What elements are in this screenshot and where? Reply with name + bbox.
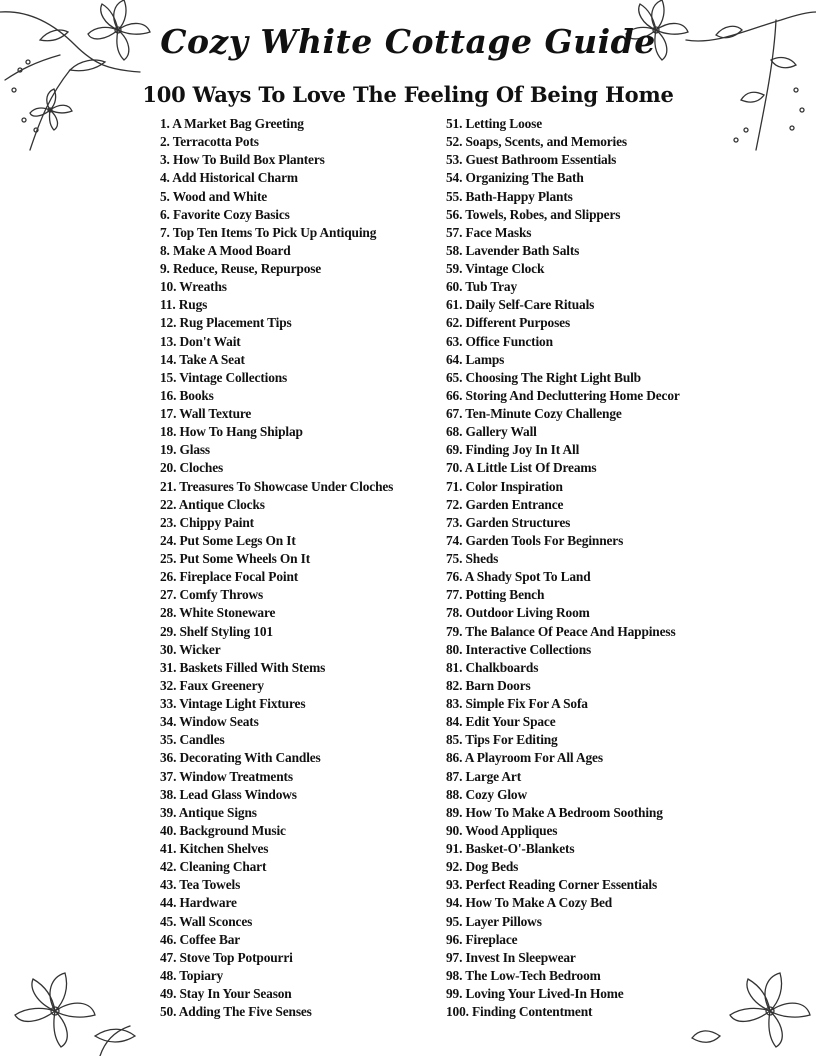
list-item: 55. Bath-Happy Plants — [446, 188, 573, 204]
list-item: 46. Coffee Bar — [160, 931, 241, 947]
list-item: 17. Wall Texture — [160, 406, 252, 421]
list-item: 79. The Balance Of Peace And Happiness — [446, 623, 676, 639]
list-item: 10. Wreaths — [160, 279, 227, 295]
list-item: 70. A Little List Of Dreams — [446, 460, 597, 476]
list-item: 89. How To Make A Bedroom Soothing — [446, 804, 663, 820]
list-item: 4. Add Historical Charm — [160, 170, 298, 186]
list-item: 64. Lamps — [446, 351, 505, 367]
list-item: 60. Tub Tray — [446, 279, 518, 295]
list-item: 14. Take A Seat — [160, 351, 245, 367]
list-item: 73. Garden Structures — [446, 514, 571, 530]
list-item: 1. A Market Bag Greeting — [160, 116, 304, 131]
list-item: 97. Invest In Sleepwear — [446, 949, 576, 965]
list-item: 33. Vintage Light Fixtures — [160, 696, 306, 711]
list-item: 50. Adding The Five Senses — [160, 1004, 312, 1020]
list-item: 98. The Low-Tech Bedroom — [446, 967, 601, 983]
list-item: 77. Potting Bench — [446, 587, 545, 603]
list-item: 75. Sheds — [446, 551, 499, 566]
list-item: 48. Topiary — [160, 967, 224, 983]
list-item: 2. Terracotta Pots — [160, 134, 259, 150]
list-item: 92. Dog Beds — [446, 859, 519, 875]
list-item: 35. Candles — [160, 732, 225, 748]
list-item: 22. Antique Clocks — [160, 496, 265, 512]
list-item: 84. Edit Your Space — [446, 714, 556, 730]
list-item: 99. Loving Your Lived-In Home — [446, 986, 624, 1001]
list-item: 49. Stay In Your Season — [160, 986, 292, 1001]
list-item: 58. Lavender Bath Salts — [446, 242, 580, 258]
list-item: 95. Layer Pillows — [446, 913, 542, 929]
list-item: 15. Vintage Collections — [160, 369, 288, 385]
list-item: 28. White Stoneware — [160, 605, 276, 621]
list-item: 80. Interactive Collections — [446, 641, 592, 657]
list-item: 59. Vintage Clock — [446, 261, 545, 276]
list-item: 25. Put Some Wheels On It — [160, 551, 311, 566]
list-item: 87. Large Art — [446, 768, 522, 784]
list-item: 40. Background Music — [160, 822, 286, 838]
list-item: 21. Treasures To Showcase Under Cloches — [160, 478, 394, 494]
list-item: 41. Kitchen Shelves — [160, 841, 269, 856]
list-item: 30. Wicker — [160, 641, 221, 657]
list-item: 23. Chippy Paint — [160, 514, 254, 530]
list-item: 11. Rugs — [160, 297, 208, 313]
list-item: 19. Glass — [160, 442, 210, 458]
list-item: 36. Decorating With Candles — [160, 750, 321, 766]
list-item: 93. Perfect Reading Corner Essentials — [446, 877, 658, 893]
list-column-right — [446, 115, 756, 1021]
list-item: 96. Fireplace — [446, 931, 518, 947]
list-item: 44. Hardware — [160, 895, 237, 911]
list-item: 51. Letting Loose — [446, 116, 543, 131]
list-item: 67. Ten-Minute Cozy Challenge — [446, 406, 622, 421]
list-item: 7. Top Ten Items To Pick Up Antiquing — [160, 224, 377, 240]
list-item: 85. Tips For Editing — [446, 732, 558, 748]
list-item: 86. A Playroom For All Ages — [446, 750, 603, 766]
list-item: 12. Rug Placement Tips — [160, 315, 292, 331]
list-item: 24. Put Some Legs On It — [160, 532, 296, 548]
list-item: 20. Cloches — [160, 460, 224, 476]
list-item: 83. Simple Fix For A Sofa — [446, 696, 588, 711]
list-item: 5. Wood and White — [160, 188, 268, 204]
list-item: 47. Stove Top Potpourri — [160, 949, 293, 965]
list-item: 9. Reduce, Reuse, Repurpose — [160, 261, 322, 276]
list-item: 81. Chalkboards — [446, 659, 539, 675]
page-subtitle: 100 Ways To Love The Feeling Of Being Home — [142, 82, 674, 107]
list-item: 3. How To Build Box Planters — [160, 152, 325, 168]
list-item: 76. A Shady Spot To Land — [446, 569, 591, 585]
list-item: 91. Basket-O'-Blankets — [446, 841, 575, 856]
list-item: 62. Different Purposes — [446, 315, 571, 331]
list-item: 32. Faux Greenery — [160, 677, 264, 693]
list-item: 27. Comfy Throws — [160, 587, 264, 603]
list-item: 68. Gallery Wall — [446, 424, 537, 440]
list-item: 69. Finding Joy In It All — [446, 442, 580, 458]
list-item: 56. Towels, Robes, and Slippers — [446, 206, 621, 222]
flower-corner-bottom-left-icon — [0, 956, 160, 1056]
list-item: 43. Tea Towels — [160, 877, 241, 893]
list-item: 6. Favorite Cozy Basics — [160, 206, 290, 222]
list-item: 90. Wood Appliques — [446, 822, 558, 838]
list-item: 82. Barn Doors — [446, 677, 531, 693]
list-item: 65. Choosing The Right Light Bulb — [446, 369, 641, 385]
page-title: Cozy White Cottage Guide — [160, 22, 656, 61]
list-item: 54. Organizing The Bath — [446, 170, 584, 186]
list-item: 31. Baskets Filled With Stems — [160, 659, 326, 675]
list-item: 37. Window Treatments — [160, 768, 293, 784]
list-item: 34. Window Seats — [160, 714, 259, 730]
list-item: 94. How To Make A Cozy Bed — [446, 895, 613, 911]
list-item: 39. Antique Signs — [160, 804, 257, 820]
list-item: 45. Wall Sconces — [160, 913, 253, 929]
list-item: 88. Cozy Glow — [446, 786, 527, 802]
list-item: 57. Face Masks — [446, 224, 532, 240]
list-item: 16. Books — [160, 387, 214, 403]
list-item: 13. Don't Wait — [160, 333, 241, 349]
list-column-left — [160, 115, 445, 1021]
list-item: 72. Garden Entrance — [446, 496, 564, 512]
list-item: 52. Soaps, Scents, and Memories — [446, 134, 627, 150]
list-item: 61. Daily Self-Care Rituals — [446, 297, 595, 313]
list-item: 8. Make A Mood Board — [160, 242, 291, 258]
list-item: 26. Fireplace Focal Point — [160, 569, 299, 585]
list-item: 53. Guest Bathroom Essentials — [446, 152, 617, 168]
list-item: 38. Lead Glass Windows — [160, 786, 297, 802]
list-item: 71. Color Inspiration — [446, 478, 563, 494]
list-item: 18. How To Hang Shiplap — [160, 424, 303, 440]
list-item: 100. Finding Contentment — [446, 1004, 593, 1020]
list-item: 66. Storing And Decluttering Home Decor — [446, 387, 680, 403]
list-item: 63. Office Function — [446, 333, 553, 349]
list-item: 42. Cleaning Chart — [160, 859, 267, 875]
list-item: 78. Outdoor Living Room — [446, 605, 590, 621]
list-item: 74. Garden Tools For Beginners — [446, 532, 624, 548]
list-item: 29. Shelf Styling 101 — [160, 623, 273, 639]
